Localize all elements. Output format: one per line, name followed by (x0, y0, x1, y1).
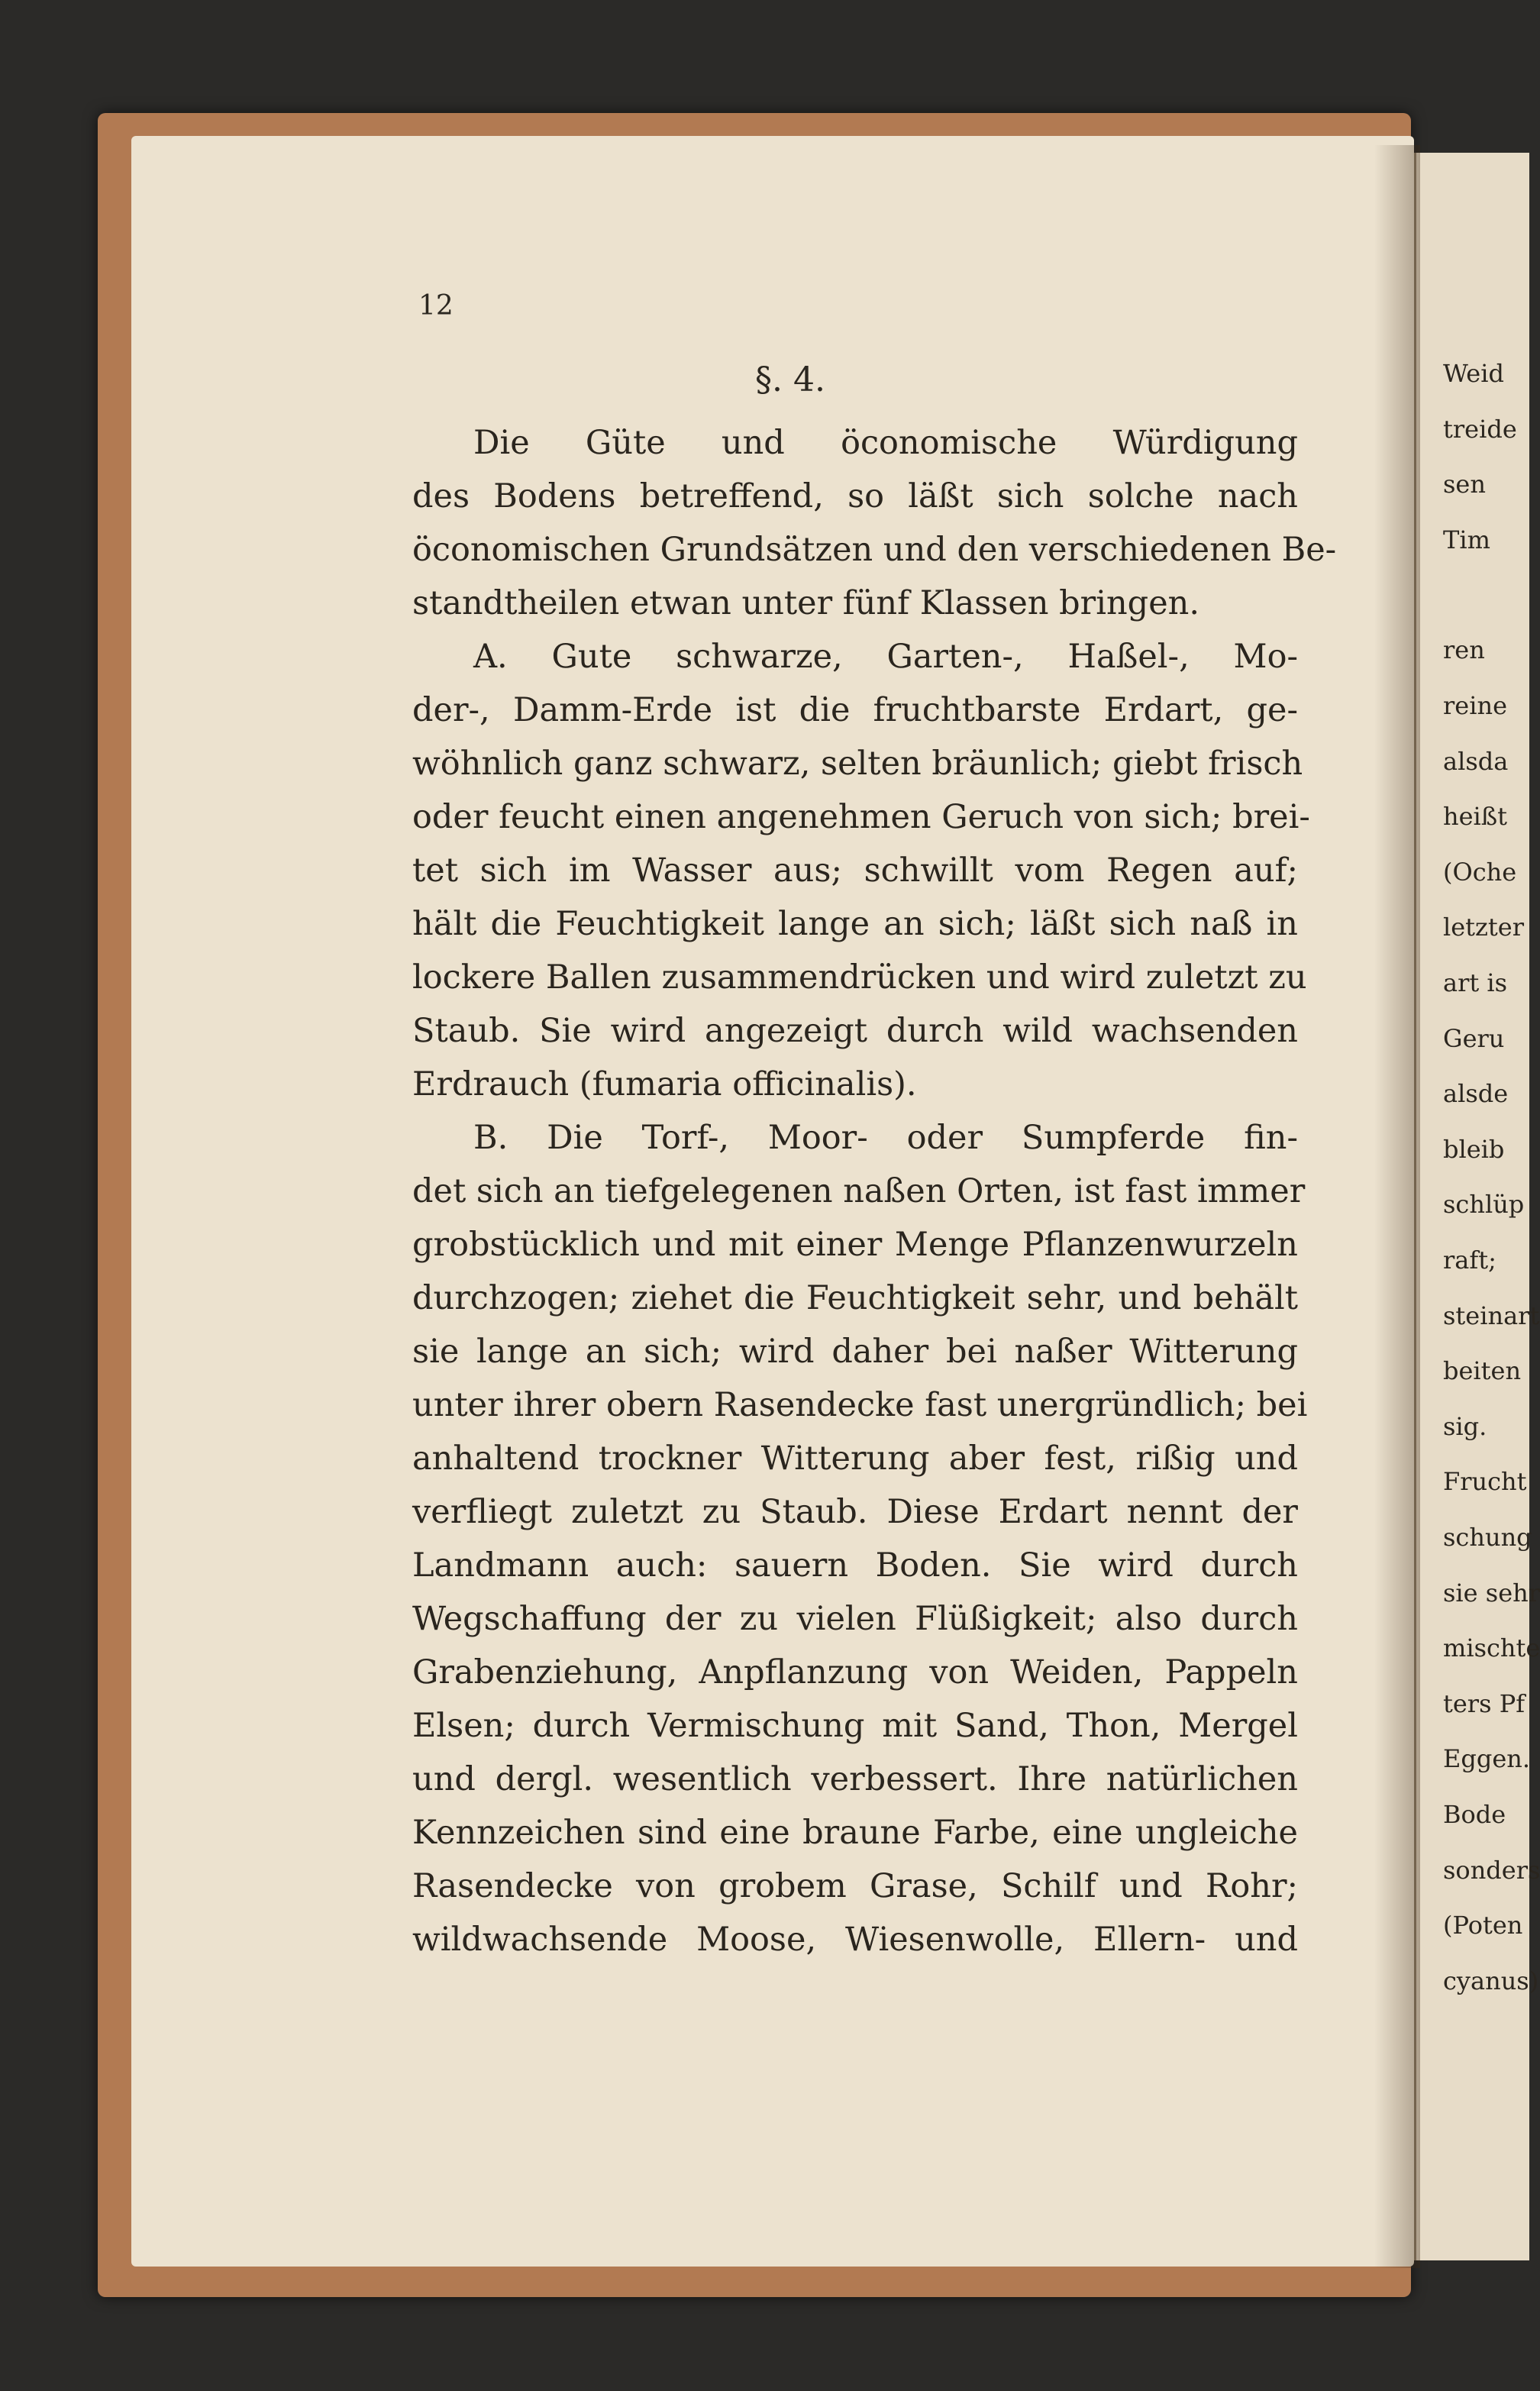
facing-page-fragment: Tim (1443, 525, 1490, 554)
facing-page-fragment: Eggen. (1443, 1744, 1531, 1774)
text-line: Elsen; durch Vermischung mit Sand, Thon, Mergel (412, 1707, 1298, 1745)
text-line: wöhnlich ganz schwarz, selten bräunlich; giebt frisch (412, 745, 1303, 783)
text-line: grobstücklich und mit einer Menge Pflanzenwurzeln (412, 1226, 1298, 1264)
facing-page-fragment: cyanus) (1443, 1966, 1539, 1995)
facing-page-fragment: alsda (1443, 746, 1509, 776)
text-line: durchzogen; ziehet die Feuchtigkeit sehr, und behält (412, 1279, 1298, 1317)
text-line: Wegschaffung der zu vielen Flüßigkeit; also durch (412, 1600, 1298, 1638)
facing-page-fragment: schlüp (1443, 1190, 1525, 1220)
facing-page-fragment: (Poten (1443, 1911, 1523, 1940)
facing-page-fragment: mischte (1443, 1633, 1540, 1663)
facing-page-fragment: (Oche (1443, 857, 1517, 887)
text-line: des Bodens betreffend, so läßt sich solche nach (412, 477, 1298, 515)
text-line: Grabenziehung, Anpflanzung von Weiden, Pappeln (412, 1653, 1298, 1691)
text-line: oder feucht einen angenehmen Geruch von sich; brei- (412, 798, 1310, 836)
facing-page-fragment: ters Pf (1443, 1688, 1525, 1718)
facing-page-fragment: Geru (1443, 1023, 1505, 1053)
facing-page-fragment: Weid (1443, 359, 1504, 388)
text-line: Erdrauch (fumaria officinalis). (412, 1065, 917, 1103)
text-line: Die Güte und öconomische Würdigung (473, 424, 1298, 462)
facing-page-fragment: sonders (1443, 1855, 1540, 1885)
text-line: det sich an tiefgelegenen naßen Orten, ist fast immer (412, 1172, 1306, 1210)
facing-page-fragment: raft; (1443, 1246, 1496, 1275)
body-text (412, 416, 1337, 1966)
facing-page-fragment: treide (1443, 414, 1517, 444)
facing-page-fragment: Frucht (1443, 1467, 1527, 1497)
text-line: anhaltend trockner Witterung aber fest, rißig und (412, 1439, 1298, 1478)
facing-page-fragment: Bode (1443, 1800, 1506, 1829)
facing-page-fragment: steinart (1443, 1301, 1540, 1330)
facing-page-fragment: art is (1443, 968, 1508, 997)
facing-page-fragment: alsde (1443, 1079, 1509, 1109)
page-gutter-shadow (1374, 145, 1420, 2268)
text-line: der-, Damm-Erde ist die fruchtbarste Erdart, ge- (412, 691, 1298, 729)
text-line: sie lange an sich; wird daher bei naßer Witterung (412, 1333, 1298, 1371)
facing-page-fragment: letzter (1443, 913, 1524, 942)
facing-page-fragment: ren (1443, 635, 1485, 665)
text-line: lockere Ballen zusammendrücken und wird zuletzt zu (412, 958, 1307, 997)
text-line: öconomischen Grundsätzen und den verschiedenen Be- (412, 531, 1337, 569)
text-line: standtheilen etwan unter fünf Klassen bringen. (412, 584, 1200, 622)
text-line: unter ihrer obern Rasendecke fast unergründlich; bei (412, 1386, 1308, 1424)
facing-page-fragment: sie sehr (1443, 1578, 1540, 1607)
text-line: verfliegt zuletzt zu Staub. Diese Erdart nennt der (412, 1493, 1298, 1531)
text-line: Rasendecke von grobem Grase, Schilf und Rohr; (412, 1867, 1298, 1905)
facing-page-fragment: heißt (1443, 802, 1508, 832)
page-number: 12 (418, 290, 454, 321)
section-heading: §. 4. (755, 360, 825, 399)
text-line: Kennzeichen sind eine braune Farbe, eine ungleiche (412, 1814, 1298, 1852)
text-line: und dergl. wesentlich verbessert. Ihre natürlichen (412, 1760, 1298, 1798)
text-line: wildwachsende Moose, Wiesenwolle, Ellern- und (412, 1921, 1298, 1959)
text-line: hält die Feuchtigkeit lange an sich; läßt sich naß in (412, 905, 1298, 943)
facing-page-fragment: sen (1443, 470, 1486, 499)
text-line: Staub. Sie wird angezeigt durch wild wachsenden (412, 1012, 1298, 1050)
text-line: B. Die Torf-, Moor- oder Sumpferde fin- (473, 1119, 1298, 1157)
facing-page-fragment: schung (1443, 1523, 1532, 1552)
facing-page-fragment: reine (1443, 691, 1508, 720)
facing-page-fragment: beiten (1443, 1356, 1522, 1386)
text-line: A. Gute schwarze, Garten-, Haßel-, Mo- (473, 638, 1298, 676)
facing-page-fragment: sig. (1443, 1411, 1487, 1441)
text-line: Landmann auch: sauern Boden. Sie wird durch (412, 1546, 1298, 1585)
text-line: tet sich im Wasser aus; schwillt vom Regen auf; (412, 851, 1298, 890)
facing-page-fragment: bleib (1443, 1134, 1505, 1164)
